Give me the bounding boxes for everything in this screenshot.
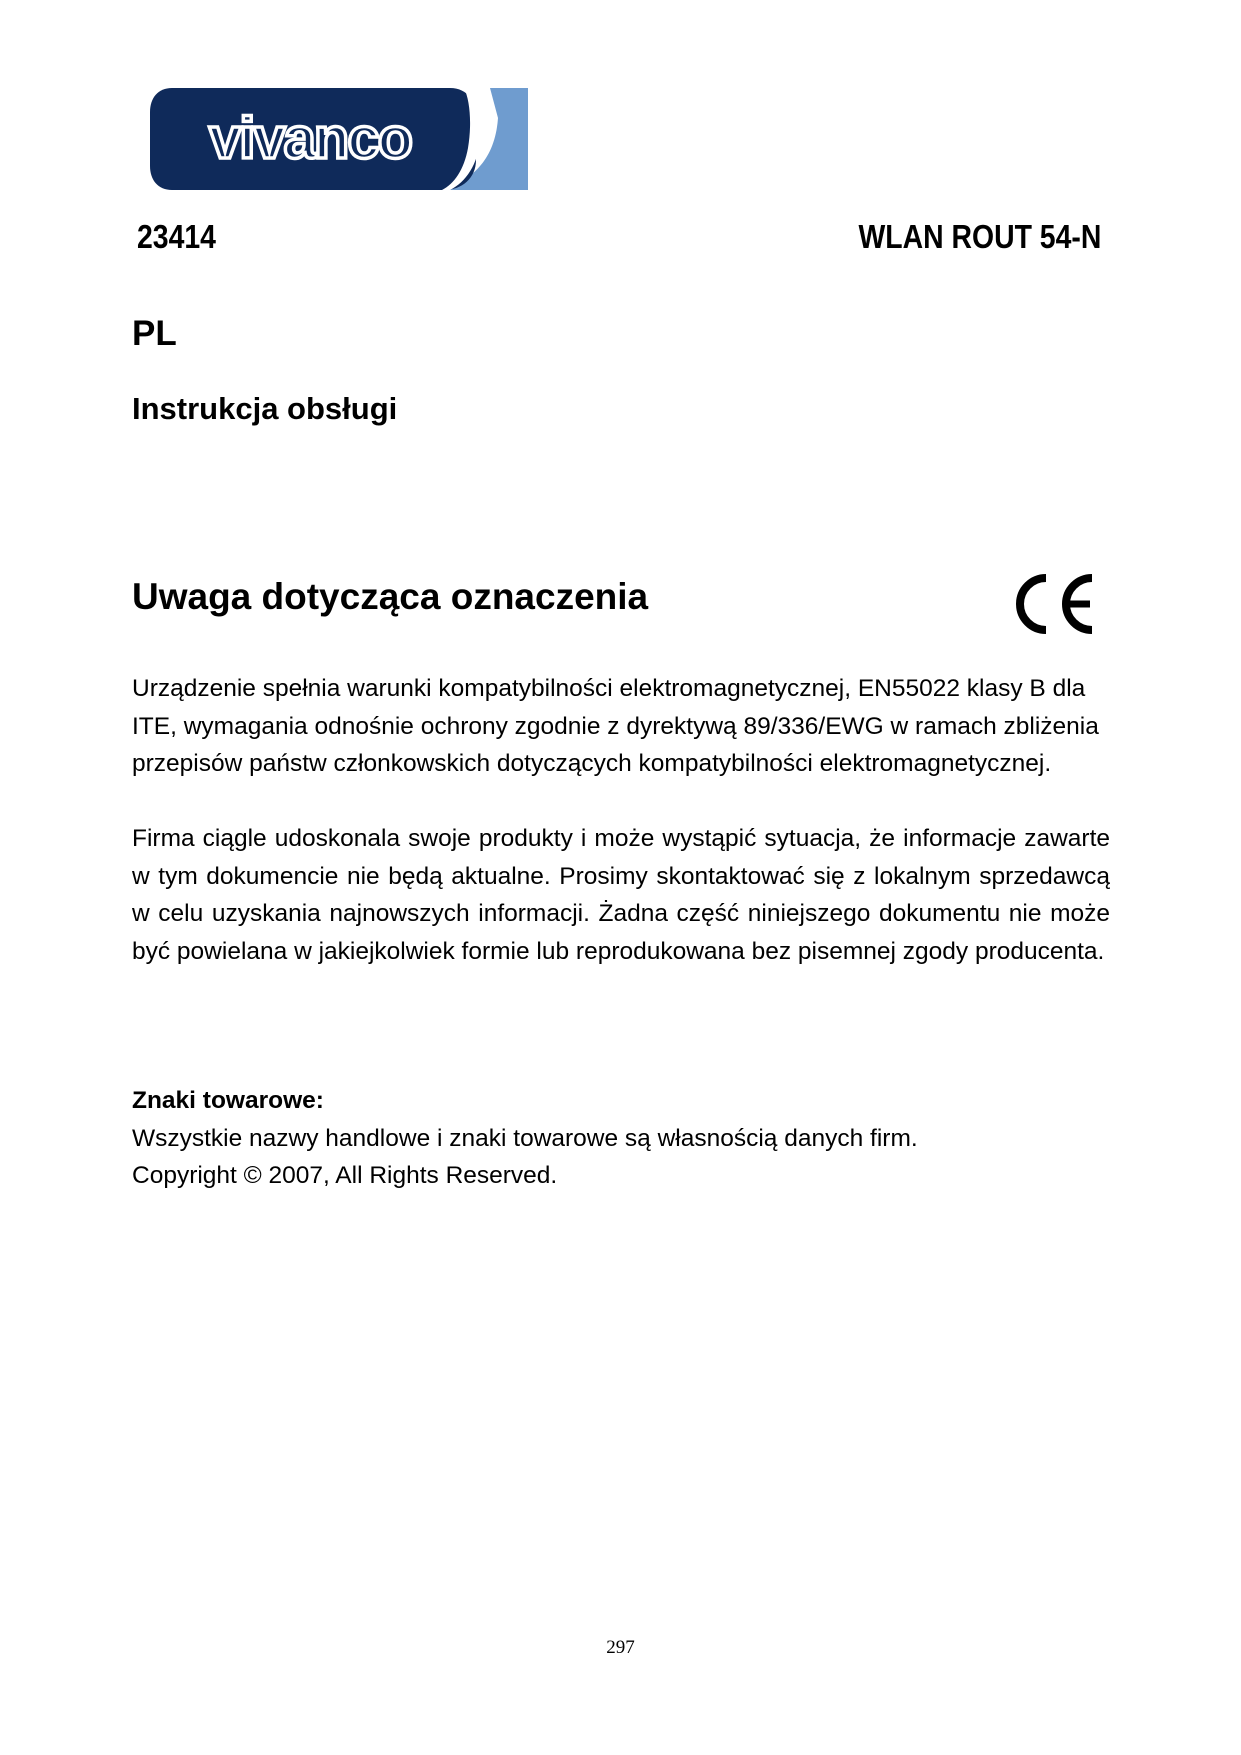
trademarks-title: Znaki towarowe: <box>132 1087 324 1114</box>
disclaimer-paragraph: Firma ciągle udoskonala swoje produkty i może wystąpić sytuacja, że informacje zawarte w tym dokumencie nie będą aktualne. Prosimy skontaktować się z lokalnym sprzedawcą w celu uzyskania najnowszych informacji. Żadna część niniejszego dokumentu nie może być powielana w jakiejkolwiek formie lub reprodukowana bez pisemnej zgody producenta. <box>132 825 1110 965</box>
product-number: 23414 <box>137 218 216 255</box>
svg-text:vivanco: vivanco <box>209 106 411 171</box>
copyright-text: Copyright © 2007, All Rights Reserved. <box>132 1162 558 1189</box>
section-title: Uwaga dotycząca oznaczenia <box>132 576 649 617</box>
vivanco-logo <box>150 88 528 190</box>
trademarks-text: Wszystkie nazwy handlowe i znaki towarowe są własnością danych firm. <box>132 1125 918 1152</box>
ce-mark-icon <box>1012 572 1096 636</box>
language-code: PL <box>132 314 177 353</box>
document-subtitle: Instrukcja obsługi <box>132 391 398 426</box>
page-number: 297 <box>606 1637 635 1658</box>
product-name: WLAN ROUT 54-N <box>858 218 1101 255</box>
conformity-paragraph: Urządzenie spełnia warunki kompatybilności elektromagnetycznej, EN55022 klasy B dla ITE, wymagania odnośnie ochrony zgodnie z dyrektywą 89/336/EWG w ramach zbliżenia przepisów państw członkowskich dotyczących kompatybilności elektromagnetycznej. <box>132 675 1099 777</box>
